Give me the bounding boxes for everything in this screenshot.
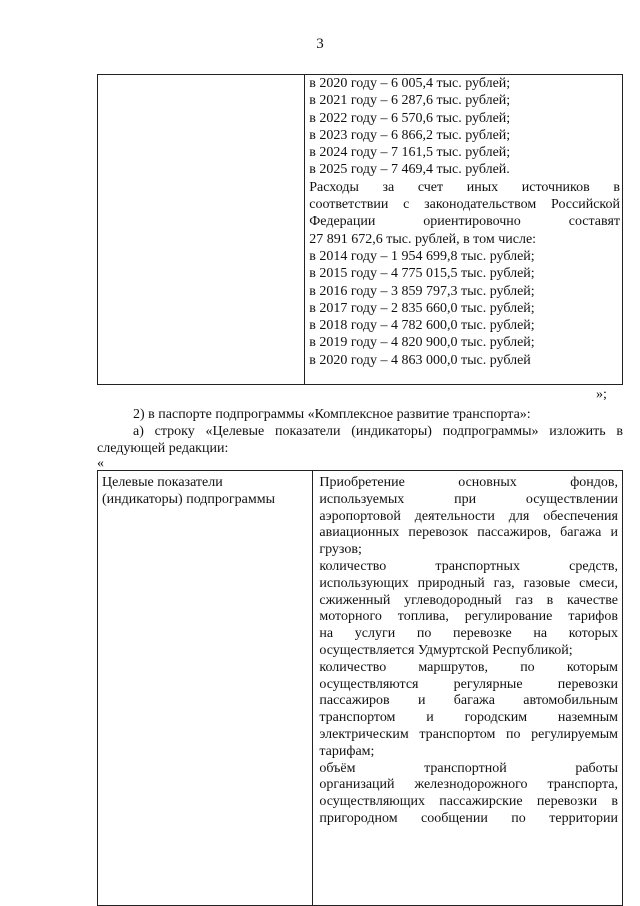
paragraph-subprogram-passport [97, 406, 623, 423]
indicator-line: сжиженный углеводородный газ в качестве [319, 592, 618, 608]
indicators-heading-line: Целевые показатели [102, 475, 223, 490]
financing-line: в 2024 году – 7 161,5 тыс. рублей; [309, 145, 511, 161]
indicator-line: количество маршрутов, по которым [319, 659, 618, 675]
financing-line: в 2020 году – 6 005,4 тыс. рублей; [309, 76, 511, 91]
indicator-line: авиационных перевозок пассажиров, багажа и [319, 525, 618, 541]
indicators-lines [319, 475, 618, 828]
financing-line: 27 891 672,6 тыс. рублей, в том числе: [309, 231, 537, 247]
indicators-table [97, 470, 623, 906]
financing-table-left-cell [98, 75, 305, 385]
financing-table-right-cell [305, 75, 623, 385]
paragraph-target-indicators [97, 423, 623, 457]
paragraph-target-indicators-line2: следующей редакции: [97, 441, 229, 456]
financing-line: в 2023 году – 6 866,2 тыс. рублей; [309, 127, 511, 143]
financing-table [97, 74, 623, 385]
indicator-line: пригородном сообщении по территории [319, 810, 618, 826]
indicator-line: количество транспортных средств, [319, 558, 618, 574]
closing-quote-mark: »; [596, 387, 607, 402]
indicator-line: на услуги по перевозке на которых [319, 626, 618, 642]
financing-line: соответствии с законодательством Российской [309, 197, 620, 213]
indicators-heading-line: (индикаторы) подпрограммы [102, 491, 275, 507]
financing-line: в 2017 году – 2 835 660,0 тыс. рублей; [309, 300, 535, 316]
indicator-line: использующих природный газ, газовые смеси, [319, 575, 618, 591]
financing-line: Федерации ориентировочно составят [309, 214, 620, 230]
financing-line: Расходы за счет иных источников в [309, 179, 620, 195]
financing-lines [309, 75, 620, 369]
indicator-line: моторного топлива, регулирование тарифов [319, 609, 618, 625]
indicator-line: грузов; [319, 542, 362, 558]
financing-line: в 2020 году – 4 863 000,0 тыс. рублей [309, 352, 531, 368]
opening-quote-mark: « [97, 456, 104, 471]
indicator-line: аэропортовой деятельности для обеспечения [319, 508, 618, 524]
indicator-line: Приобретение основных фондов, [319, 475, 618, 490]
indicators-table-left-cell [98, 471, 313, 906]
indicator-line: тарифам; [319, 743, 375, 759]
indicator-line: осуществляющих пассажирские перевозки в [319, 794, 618, 810]
indicator-line: используемых при осуществлении [319, 491, 618, 507]
financing-line: в 2016 году – 3 859 797,3 тыс. рублей; [309, 283, 535, 299]
financing-line: в 2022 году – 6 570,6 тыс. рублей; [309, 110, 511, 126]
financing-line: в 2018 году – 4 782 600,0 тыс. рублей; [309, 318, 535, 334]
page-number: 3 [316, 36, 324, 52]
paragraph-subprogram-passport-text: 2) в паспорте подпрограммы «Комплексное развитие транспорта»: [133, 407, 531, 422]
financing-line: в 2015 году – 4 775 015,5 тыс. рублей; [309, 266, 535, 282]
financing-line: в 2021 году – 6 287,6 тыс. рублей; [309, 93, 511, 109]
financing-line: в 2019 году – 4 820 900,0 тыс. рублей; [309, 335, 535, 351]
indicators-table-right-cell [313, 471, 623, 906]
indicator-line: организаций железнодорожного транспорта, [319, 777, 618, 793]
indicator-line: пассажиров и багажа автомобильным [319, 693, 618, 709]
financing-line: в 2014 году – 1 954 699,8 тыс. рублей; [309, 248, 535, 264]
indicator-line: объём транспортной работы [319, 760, 618, 776]
indicator-line: электрическим транспортом по регулируемым [319, 726, 618, 742]
indicator-line: осуществляются регулярные перевозки [319, 676, 618, 692]
indicator-line: осуществляется Удмуртской Республикой; [319, 642, 573, 658]
financing-line: в 2025 году – 7 469,4 тыс. рублей. [309, 162, 510, 178]
paragraph-target-indicators-line1: а) строку «Целевые показатели (индикаторы) подпрограммы» изложить в [133, 424, 623, 439]
indicator-line: транспортом и городским наземным [319, 710, 618, 726]
